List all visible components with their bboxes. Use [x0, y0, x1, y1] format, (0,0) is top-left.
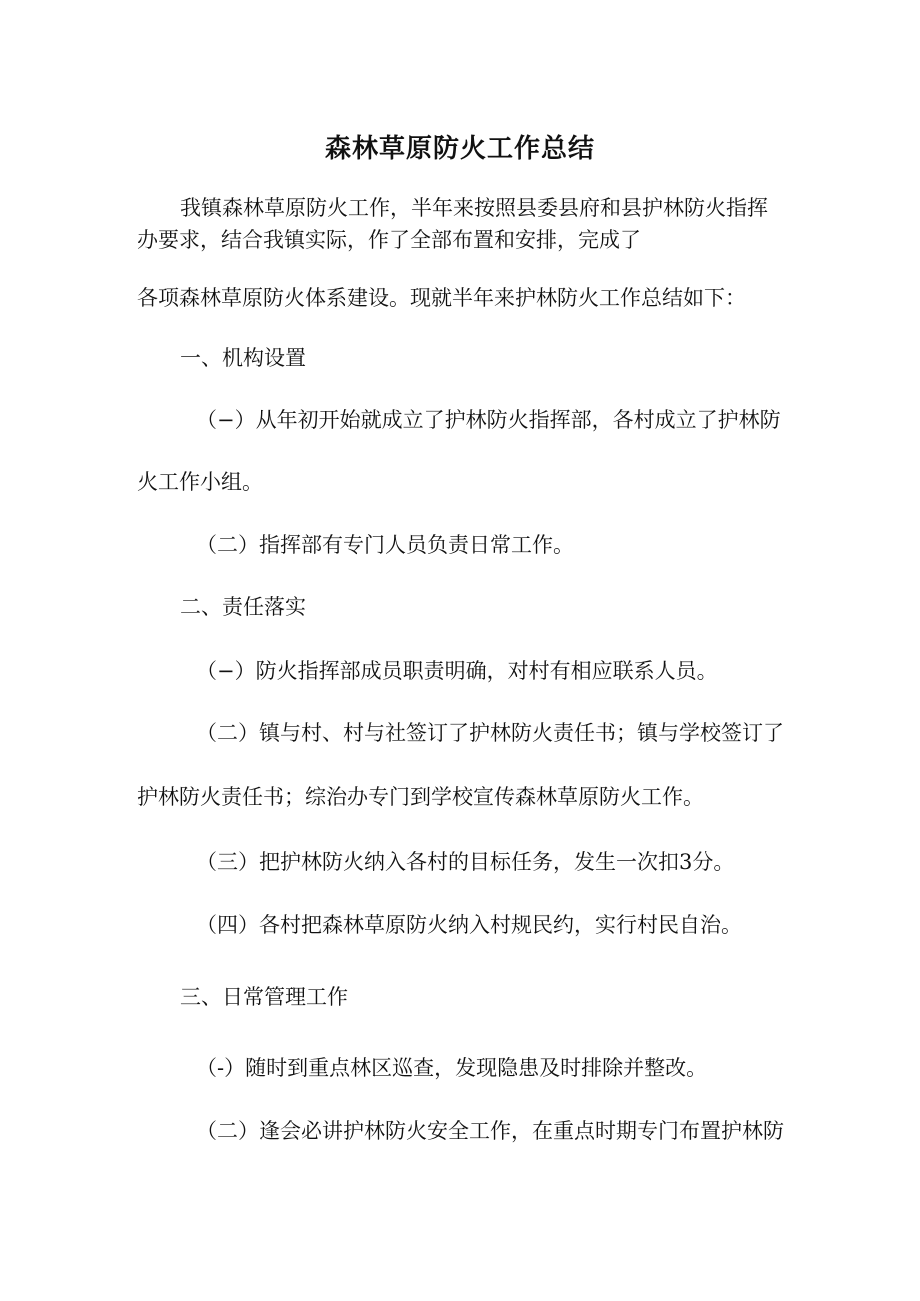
paragraph-line: 各项森林草原防火体系建设。现就半年来护林防火工作总结如下： [137, 286, 746, 310]
paragraph-line: （四）各村把森林草原防火纳入村规民约，实行村民自治。 [196, 913, 742, 937]
paragraph-line: （−）从年初开始就成立了护林防火指挥部，各村成立了护林防 [196, 408, 781, 432]
paragraph-line: （二）镇与村、村与社签订了护林防火责任书；镇与学校签订了 [196, 721, 784, 745]
paragraph-line: 我镇森林草原防火工作，半年来按照县委县府和县护林防火指挥 [180, 196, 768, 220]
paragraph-line: （二）逢会必讲护林防火安全工作，在重点时期专门布置护林防 [196, 1119, 784, 1143]
section-heading: 二、责任落实 [180, 595, 306, 619]
document-title: 森林草原防火工作总结 [324, 134, 595, 164]
paragraph-line: （三）把护林防火纳入各村的目标任务，发生一次扣3分。 [196, 850, 735, 874]
paragraph-line: 火工作小组。 [137, 470, 263, 494]
section-heading: 一、机构设置 [180, 346, 306, 370]
section-heading: 三、日常管理工作 [180, 985, 348, 1009]
paragraph-line: （-）随时到重点林区巡查，发现隐患及时排除并整改。 [196, 1056, 708, 1080]
paragraph-line: 护林防火责任书；综治办专门到学校宣传森林草原防火工作。 [137, 785, 704, 809]
paragraph-line: （二）指挥部有专门人员负责日常工作。 [196, 533, 574, 557]
paragraph-line: 办要求，结合我镇实际，作了全部布置和安排，完成了 [137, 228, 641, 252]
paragraph-line: （−）防火指挥部成员职责明确，对村有相应联系人员。 [196, 659, 718, 683]
